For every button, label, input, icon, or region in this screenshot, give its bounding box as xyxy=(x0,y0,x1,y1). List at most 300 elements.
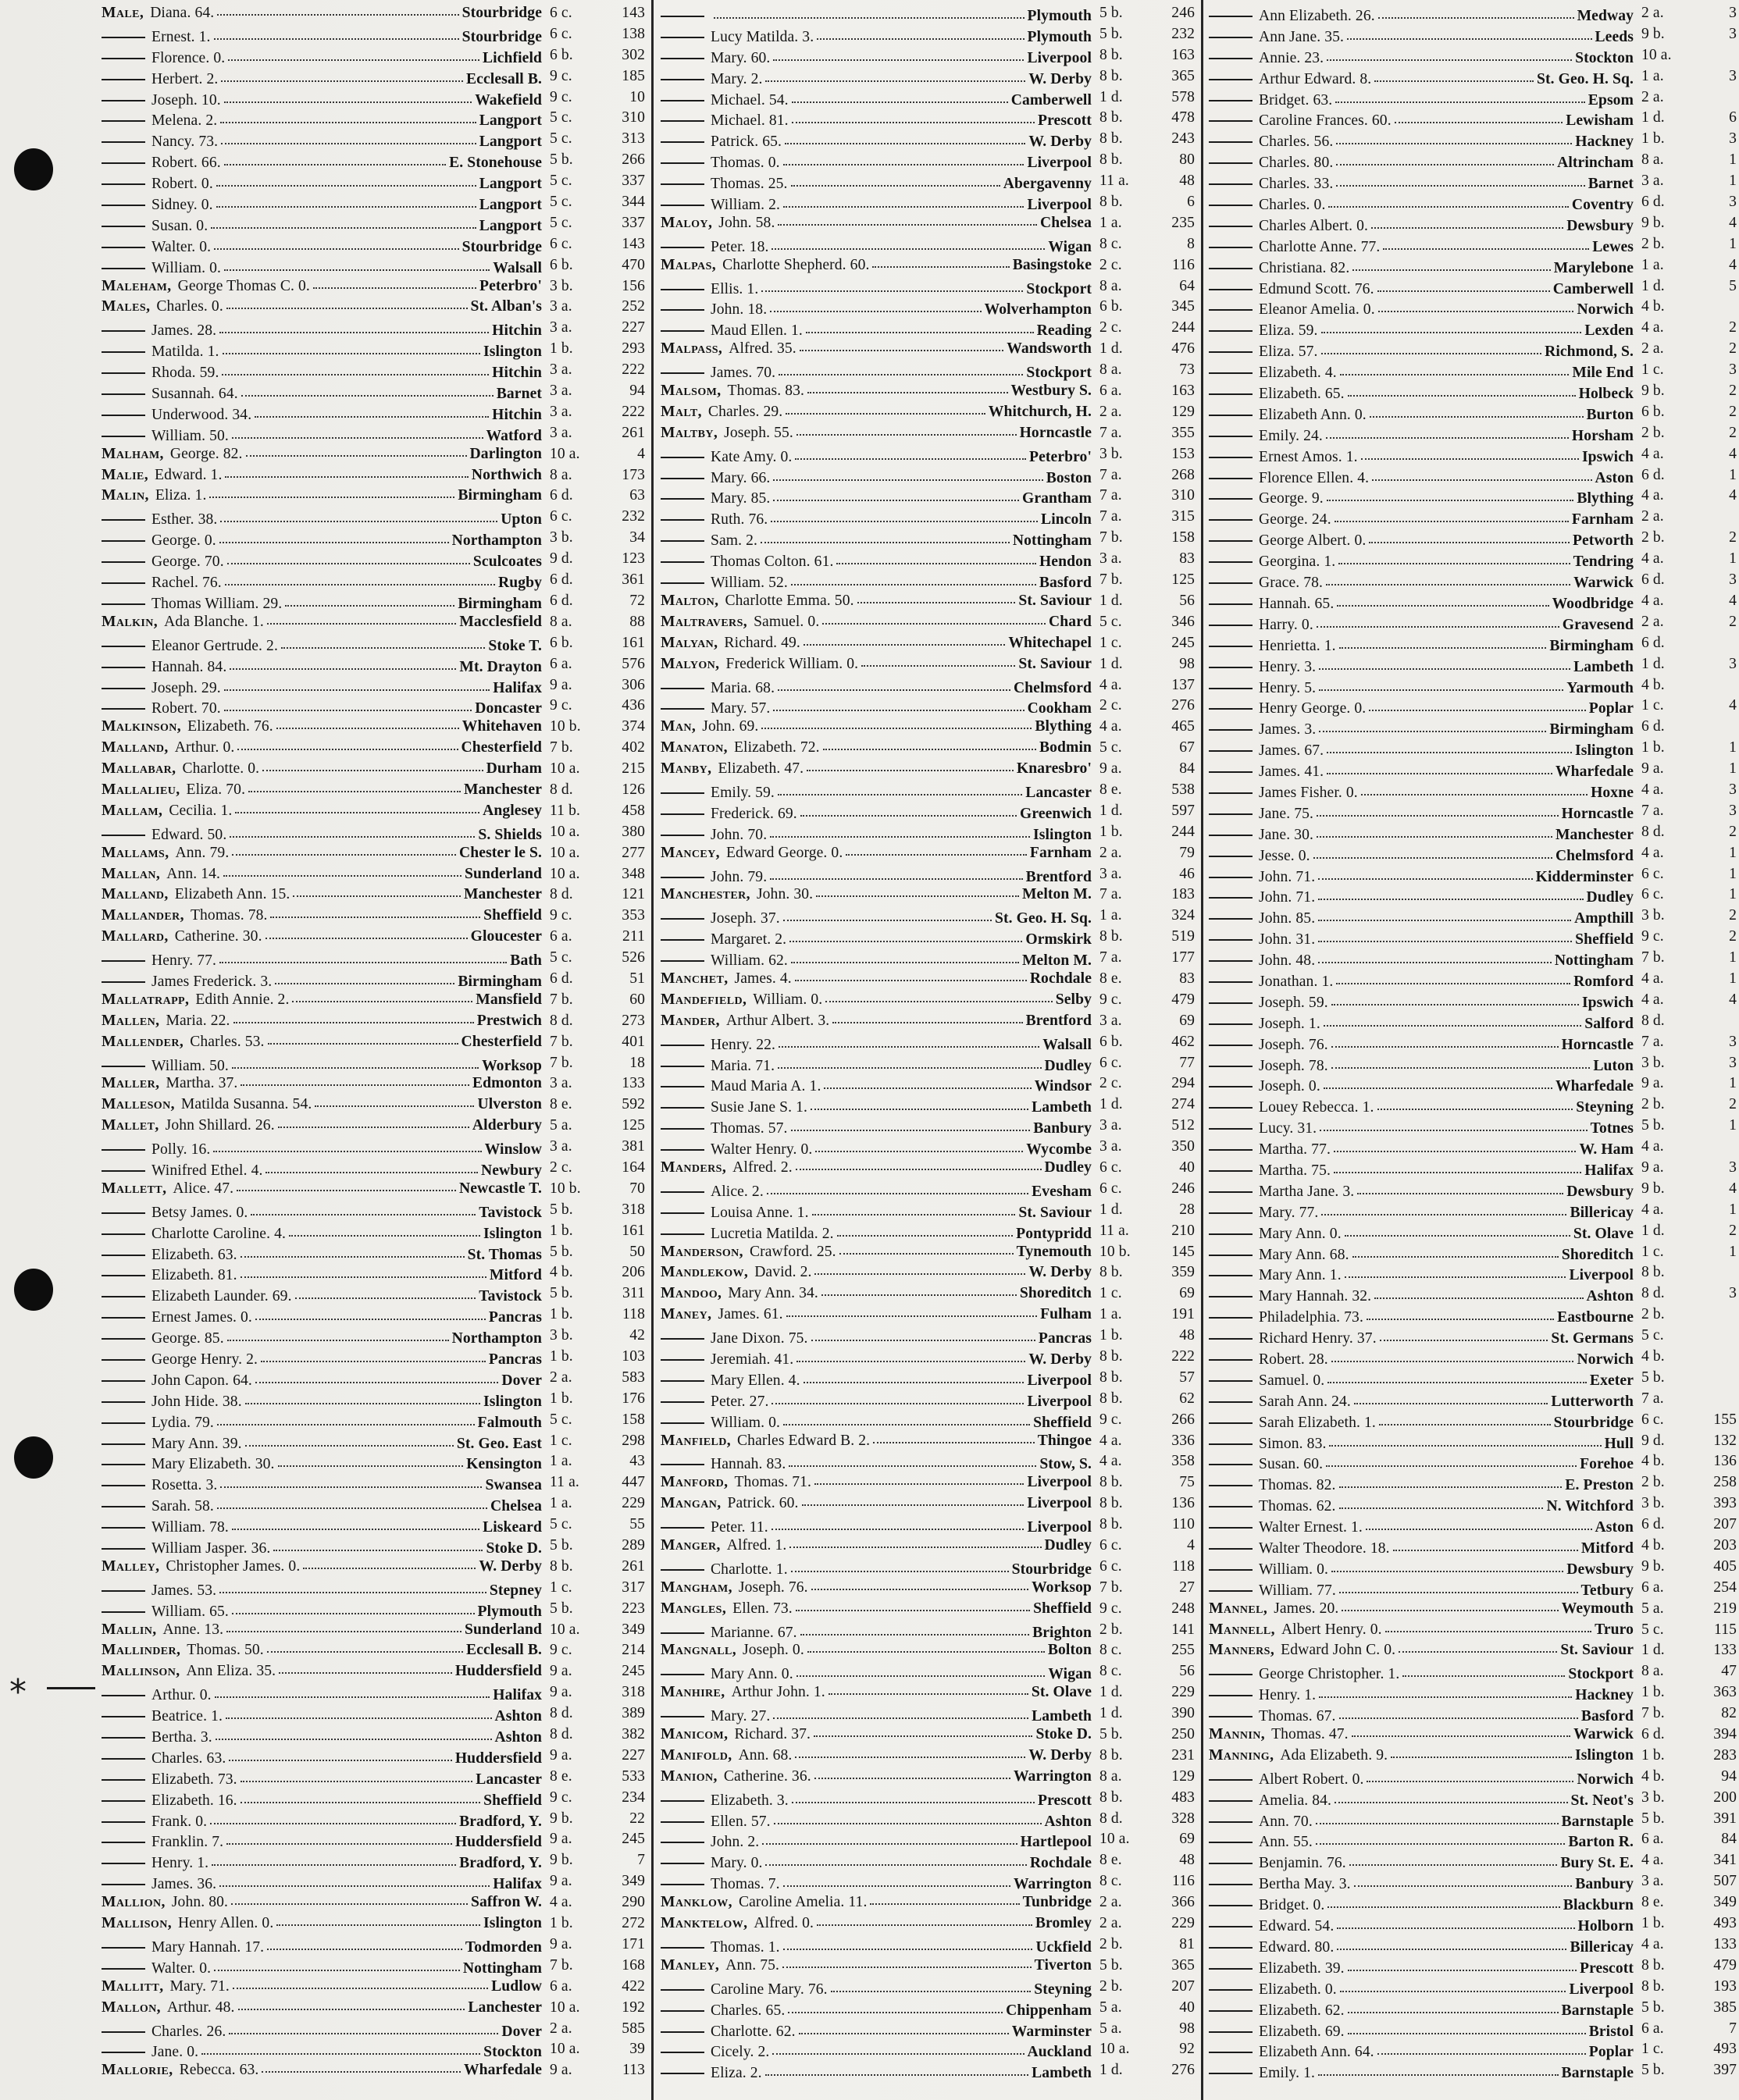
entry-district: Sunderland xyxy=(464,865,542,882)
entry-name-cell xyxy=(661,1371,1092,1392)
leader-dots xyxy=(1352,1724,1570,1737)
entry-volume: 10 a. xyxy=(550,1999,580,2016)
entry-forename-age: Lucy. 31. xyxy=(1259,1120,1317,1137)
leader-dots xyxy=(293,884,461,897)
entry-district: Cookham xyxy=(1027,700,1092,717)
ditto-dash xyxy=(102,195,145,206)
entry-district: Plymouth xyxy=(1027,8,1092,24)
entry-volume: 9 c. xyxy=(1099,991,1122,1008)
entry-name-cell xyxy=(102,843,542,864)
leader-dots xyxy=(804,1371,1025,1383)
ditto-dash xyxy=(661,573,704,584)
leader-dots xyxy=(1316,1832,1566,1845)
entry-name-cell xyxy=(1209,615,1634,636)
ditto-dash xyxy=(1209,300,1253,311)
entry-forename-age: William. 78. xyxy=(151,1519,229,1536)
entry-volume: 7 b. xyxy=(1099,571,1123,589)
leader-dots xyxy=(795,1746,1025,1758)
entry-volume: 8 d. xyxy=(1641,823,1665,840)
ditto-dash xyxy=(1209,447,1253,458)
entry-volume: 6 d. xyxy=(1641,1516,1665,1533)
entry-volume: 4 a. xyxy=(1641,991,1664,1008)
entry-name-cell xyxy=(661,1791,1092,1812)
index-entry xyxy=(1209,1871,1737,1892)
entry-name-cell xyxy=(1209,1308,1634,1329)
binder-hole xyxy=(14,1269,53,1311)
entry-name-cell xyxy=(661,1329,1092,1350)
entry-surname: Mallabar, xyxy=(102,760,176,778)
entry-district: W. Derby xyxy=(1028,133,1092,151)
leader-dots xyxy=(225,465,468,478)
entry-volume: 5 b. xyxy=(1641,1999,1665,2016)
entry-forename-age: Thomas. 57. xyxy=(711,1120,788,1137)
ditto-dash xyxy=(1209,1308,1253,1319)
entry-surname: Manchester, xyxy=(661,886,750,903)
entry-district: Stockton xyxy=(1575,49,1634,66)
entry-volume: 2 b. xyxy=(1641,1306,1665,1323)
ditto-dash xyxy=(102,1728,145,1739)
entry-forename-age: Susannah. 64. xyxy=(151,386,238,403)
entry-forename-age: Charlotte. 0. xyxy=(182,760,260,778)
entry-name-cell xyxy=(1209,636,1634,657)
index-entry xyxy=(102,1536,645,1557)
leader-dots xyxy=(789,930,1022,942)
entry-page: 1 xyxy=(1729,886,1737,903)
entry-district: Sheffield xyxy=(1033,1600,1092,1617)
leader-dots xyxy=(846,843,1027,856)
entry-surname: Manford, xyxy=(661,1474,729,1491)
entry-page: 98 xyxy=(1179,655,1195,672)
index-entry xyxy=(661,906,1195,927)
index-entry xyxy=(102,339,645,360)
entry-volume: 4 a. xyxy=(1641,445,1664,462)
entry-page: 203 xyxy=(1713,1537,1737,1554)
entry-page: 576 xyxy=(622,655,645,672)
entry-page: 465 xyxy=(1171,718,1195,735)
leader-dots xyxy=(1316,1812,1559,1824)
index-entry xyxy=(102,24,645,45)
entry-district: Pancras xyxy=(488,1309,542,1326)
ditto-dash xyxy=(102,1161,145,1172)
entry-district: Dudley xyxy=(1044,1159,1092,1176)
leader-dots xyxy=(228,48,479,61)
index-entry xyxy=(1209,108,1737,129)
entry-district: Plymouth xyxy=(477,1603,542,1620)
index-entry xyxy=(1209,444,1737,465)
entry-district: Islington xyxy=(483,1915,542,1932)
entry-volume: 2 a. xyxy=(1641,88,1664,105)
entry-volume: 1 b. xyxy=(1641,130,1665,148)
entry-district: Leeds xyxy=(1595,28,1634,45)
entry-surname: Male, xyxy=(102,5,144,21)
entry-volume: 8 b. xyxy=(1641,1956,1665,1974)
ditto-dash xyxy=(102,1812,145,1823)
ditto-dash xyxy=(1209,594,1253,605)
index-entry xyxy=(1209,192,1737,213)
entry-name-cell xyxy=(661,1304,1092,1326)
entry-district: Barnstaple xyxy=(1561,2065,1634,2082)
entry-district: Mansfield xyxy=(476,991,542,1008)
entry-district: W. Derby xyxy=(1028,1351,1092,1368)
entry-district: Ecclesall B. xyxy=(466,1642,542,1659)
entry-page: 268 xyxy=(1171,466,1195,483)
entry-district: Bath xyxy=(510,952,542,970)
entry-district: E. Preston xyxy=(1565,1477,1634,1494)
entry-district: Steyning xyxy=(1034,1981,1092,1998)
leader-dots xyxy=(276,717,459,729)
entry-forename-age: Caroline Frances. 60. xyxy=(1259,112,1392,130)
index-entry xyxy=(102,1746,645,1767)
entry-forename-age: Elizabeth. 72. xyxy=(733,739,820,756)
entry-district: Mile End xyxy=(1572,365,1634,382)
entry-district: Horsham xyxy=(1571,427,1634,444)
entry-forename-age: Maud Maria A. 1. xyxy=(711,1078,821,1095)
leader-dots xyxy=(255,1371,499,1383)
entry-volume: 2 c. xyxy=(1099,319,1122,336)
entry-page: 56 xyxy=(1179,1663,1195,1680)
entry-district: Prescott xyxy=(1038,112,1092,130)
entry-page: 283 xyxy=(1713,1746,1737,1764)
entry-district: Liskeard xyxy=(483,1519,542,1536)
column-rule xyxy=(651,0,654,2100)
entry-district: Liverpool xyxy=(1027,1393,1092,1410)
leader-dots xyxy=(837,1224,1014,1237)
index-entry xyxy=(661,1514,1195,1536)
entry-district: Birmingham xyxy=(458,595,542,612)
entry-district: St. Saviour xyxy=(1018,1204,1092,1221)
leader-dots xyxy=(1337,1938,1566,1950)
leader-dots xyxy=(1324,1014,1581,1027)
entry-name-cell xyxy=(102,1032,542,1053)
entry-district: Wigan xyxy=(1048,238,1092,255)
entry-forename-age: Charlotte Anne. 77. xyxy=(1259,238,1381,255)
entry-page: 458 xyxy=(622,802,645,819)
entry-forename-age: Thomas. 7. xyxy=(711,1876,780,1893)
entry-volume: 8 d. xyxy=(550,1726,573,1743)
entry-page: 592 xyxy=(622,1096,645,1113)
index-entry xyxy=(102,1913,645,1934)
entry-page: 4 xyxy=(1729,214,1737,231)
entry-page: 1 xyxy=(1729,865,1737,882)
entry-name-cell xyxy=(1209,1980,1634,2001)
index-entry xyxy=(661,1682,1195,1703)
entry-page: 34 xyxy=(629,529,645,546)
entry-forename-age: Thomas. 82. xyxy=(1259,1477,1336,1494)
entry-volume: 6 d. xyxy=(1641,634,1665,651)
entry-page: 94 xyxy=(1721,1767,1737,1785)
entry-volume: 3 a. xyxy=(550,424,572,441)
ditto-dash xyxy=(1209,1014,1253,1025)
entry-volume: 6 c. xyxy=(550,25,572,42)
leader-dots xyxy=(226,1620,461,1632)
entry-volume: 3 a. xyxy=(1099,1117,1122,1134)
entry-name-cell xyxy=(1209,27,1634,48)
leader-dots xyxy=(289,1224,480,1237)
entry-name-cell xyxy=(1209,1560,1634,1581)
entry-district: Westbury S. xyxy=(1010,383,1092,400)
entry-volume: 4 a. xyxy=(1099,1432,1122,1449)
index-entry xyxy=(102,528,645,549)
entry-forename-age: Henry Allen. 0. xyxy=(178,1915,274,1932)
entry-page: 51 xyxy=(629,970,645,987)
entry-district: Rochdale xyxy=(1029,970,1092,987)
entry-forename-age: Walter Henry. 0. xyxy=(711,1141,813,1159)
entry-volume: 8 b. xyxy=(1641,1977,1665,1995)
leader-dots xyxy=(217,3,458,16)
entry-page: 245 xyxy=(1171,634,1195,651)
entry-volume: 1 b. xyxy=(550,1306,573,1323)
entry-volume: 7 a. xyxy=(1641,802,1664,819)
entry-forename-age: Caroline Mary. 76. xyxy=(711,1981,828,1998)
entry-district: Wigan xyxy=(1048,1666,1092,1683)
entry-volume: 3 a. xyxy=(550,1075,572,1092)
entry-page: 110 xyxy=(1172,1516,1195,1533)
entry-name-cell xyxy=(102,780,542,801)
margin-annotation: * xyxy=(9,1672,27,1712)
entry-name-cell xyxy=(102,465,542,486)
entry-forename-age: James. 70. xyxy=(711,365,776,382)
entry-forename-age: James Fisher. 0. xyxy=(1259,784,1358,801)
entry-name-cell xyxy=(661,909,1092,930)
index-entry xyxy=(1209,675,1737,696)
entry-district: Farnham xyxy=(1029,844,1092,861)
leader-dots xyxy=(792,91,1008,103)
entry-volume: 9 a. xyxy=(1099,760,1122,778)
index-entry xyxy=(661,234,1195,255)
leader-dots xyxy=(1378,300,1574,312)
index-entry xyxy=(102,507,645,528)
entry-name-cell xyxy=(1209,1329,1634,1350)
ditto-dash xyxy=(661,195,704,206)
leader-dots xyxy=(224,258,490,271)
index-entry xyxy=(1209,654,1737,675)
entry-forename-age: Martha Jane. 3. xyxy=(1259,1183,1355,1200)
index-entry xyxy=(1209,1326,1737,1347)
entry-district: Langport xyxy=(479,133,542,151)
entry-forename-age: Ann Elizabeth. 26. xyxy=(1259,8,1375,24)
entry-volume: 6 a. xyxy=(1099,383,1122,400)
index-entry xyxy=(102,87,645,109)
ditto-dash xyxy=(1209,678,1253,689)
entry-surname: Manders, xyxy=(661,1159,727,1176)
entry-forename-age: Elizabeth Ann. 64. xyxy=(1259,2044,1374,2061)
index-entry xyxy=(661,402,1195,423)
entry-page: 88 xyxy=(629,613,645,630)
entry-name-cell xyxy=(1209,804,1634,825)
entry-name-cell xyxy=(1209,1832,1634,1853)
leader-dots xyxy=(1331,1056,1591,1069)
ditto-dash xyxy=(1209,1434,1253,1445)
index-entry xyxy=(1209,1368,1737,1389)
ditto-dash xyxy=(1209,1895,1253,1906)
entry-name-cell xyxy=(661,255,1092,276)
entry-page: 72 xyxy=(629,592,645,609)
entry-page: 245 xyxy=(622,1831,645,1848)
entry-name-cell xyxy=(102,111,542,132)
entry-forename-age: Elizabeth. 73. xyxy=(151,1771,237,1788)
leader-dots xyxy=(216,174,476,187)
entry-page: 476 xyxy=(1171,340,1195,358)
leader-dots xyxy=(278,1454,464,1467)
entry-forename-age: Robert. 70. xyxy=(151,700,221,717)
index-entry xyxy=(1209,801,1737,822)
entry-volume: 5 b. xyxy=(550,1600,573,1617)
entry-district: Dewsbury xyxy=(1566,1183,1634,1200)
entry-volume: 8 d. xyxy=(1641,1012,1665,1029)
entry-page: 1 xyxy=(1729,151,1737,169)
leader-dots xyxy=(789,1536,1041,1548)
index-entry xyxy=(1209,1746,1737,1767)
entry-page: 359 xyxy=(1171,1264,1195,1281)
entry-volume: 9 c. xyxy=(550,67,572,84)
entry-name-cell xyxy=(661,1853,1092,1874)
ditto-dash xyxy=(1209,279,1253,290)
entry-surname: Mannel, xyxy=(1209,1600,1268,1617)
entry-page: 250 xyxy=(1171,1726,1195,1743)
entry-volume: 9 a. xyxy=(550,676,572,693)
entry-forename-age: John. 80. xyxy=(171,1894,229,1911)
entry-forename-age: Charles. 56. xyxy=(1259,133,1334,151)
leader-dots xyxy=(779,363,1023,376)
ditto-dash xyxy=(1209,1938,1253,1949)
entry-district: St. Thomas xyxy=(467,1246,542,1263)
entry-forename-age: Patrick. 65. xyxy=(711,133,782,151)
entry-name-cell xyxy=(1209,1640,1634,1661)
entry-page: 470 xyxy=(622,256,645,273)
entry-volume: 8 b. xyxy=(1099,1474,1123,1491)
entry-district: Bury St. E. xyxy=(1560,1855,1634,1872)
leader-dots xyxy=(232,1518,479,1530)
entry-district: Medway xyxy=(1577,8,1634,24)
index-entry xyxy=(661,1137,1195,1158)
entry-forename-age: Henrietta. 1. xyxy=(1259,637,1336,654)
entry-volume: 5 b. xyxy=(1641,1117,1665,1134)
entry-forename-age: Maud Ellen. 1. xyxy=(711,322,803,340)
entry-forename-age: Anne. 13. xyxy=(162,1621,224,1638)
entry-forename-age: Robert. 28. xyxy=(1259,1351,1328,1368)
entry-page: 3 xyxy=(1729,1033,1737,1050)
entry-volume: 3 a. xyxy=(1641,173,1664,190)
entry-volume: 4 a. xyxy=(1099,718,1122,735)
entry-page: 310 xyxy=(1171,487,1195,504)
entry-page: 6 xyxy=(1729,109,1737,126)
entry-volume: 1 d. xyxy=(1641,277,1665,294)
entry-page: 185 xyxy=(622,67,645,84)
entry-name-cell xyxy=(1209,48,1634,69)
ditto-dash xyxy=(1209,909,1253,920)
leader-dots xyxy=(224,91,472,103)
entry-name-cell xyxy=(1209,1475,1634,1497)
entry-forename-age: Arthur Albert. 3. xyxy=(725,1012,830,1029)
ditto-dash xyxy=(102,552,145,563)
entry-volume: 10 a. xyxy=(1099,1831,1130,1848)
entry-surname: Mallams, xyxy=(102,844,169,861)
entry-district: Pancras xyxy=(1038,1330,1092,1347)
entry-name-cell xyxy=(102,1203,542,1224)
ditto-dash xyxy=(102,405,145,416)
leader-dots xyxy=(774,1812,1042,1824)
leader-dots xyxy=(315,1094,474,1107)
ditto-dash xyxy=(1209,1791,1253,1802)
index-entry xyxy=(102,906,645,927)
entry-volume: 1 b. xyxy=(1099,823,1123,840)
entry-name-cell xyxy=(1209,888,1634,909)
entry-volume: 2 b. xyxy=(1099,1621,1123,1638)
ditto-dash xyxy=(102,1329,145,1340)
ditto-dash xyxy=(1209,384,1253,395)
ditto-dash xyxy=(102,1539,145,1550)
entry-forename-age: Samuel. 0. xyxy=(1259,1372,1325,1389)
index-entry xyxy=(1209,570,1737,591)
entry-volume: 9 b. xyxy=(550,1852,573,1869)
entry-page: 365 xyxy=(1171,67,1195,84)
entry-district: Steyning xyxy=(1576,1099,1634,1116)
entry-page: 3 xyxy=(1729,25,1737,42)
entry-district: Halifax xyxy=(1584,1162,1634,1179)
entry-page: 381 xyxy=(622,1138,645,1155)
ditto-dash xyxy=(661,552,704,563)
leader-dots xyxy=(1391,1746,1572,1758)
entry-volume: 2 c. xyxy=(1099,256,1122,273)
entry-volume: 7 a. xyxy=(1641,1033,1664,1050)
entry-name-cell xyxy=(1209,1685,1634,1707)
ditto-dash xyxy=(102,153,145,164)
entry-name-cell xyxy=(1209,699,1634,720)
entry-forename-age: Winifred Ethel. 4. xyxy=(151,1162,263,1179)
leader-dots xyxy=(241,1245,465,1258)
entry-forename-age: Ada Blanche. 1. xyxy=(164,613,264,630)
entry-district: Plymouth xyxy=(1027,28,1092,45)
entry-page: 8 xyxy=(1187,235,1195,252)
leader-dots xyxy=(1339,1497,1544,1509)
index-entry xyxy=(661,297,1195,318)
entry-forename-age: George. 0. xyxy=(151,532,216,550)
entry-volume: 6 c. xyxy=(1099,1537,1122,1554)
entry-page: 311 xyxy=(622,1285,645,1302)
entry-volume: 5 c. xyxy=(1641,1621,1664,1638)
entry-name-cell xyxy=(661,738,1092,759)
entry-volume: 2 a. xyxy=(1641,5,1664,21)
leader-dots xyxy=(214,1959,460,1971)
entry-volume: 4 b. xyxy=(1641,1767,1665,1785)
entry-page: 211 xyxy=(622,928,645,945)
entry-forename-age: Georgina. 1. xyxy=(1259,553,1336,571)
index-entry xyxy=(1209,759,1737,780)
entry-volume: 6 b. xyxy=(550,46,573,63)
entry-district: Bradford, Y. xyxy=(459,1855,542,1872)
leader-dots xyxy=(255,405,489,418)
ditto-dash xyxy=(102,321,145,332)
entry-district: Gloucester xyxy=(470,928,542,945)
ditto-dash xyxy=(1209,111,1253,122)
entry-page: 389 xyxy=(622,1705,645,1722)
entry-name-cell xyxy=(102,884,542,906)
leader-dots xyxy=(783,153,1025,166)
entry-district: Liverpool xyxy=(1027,1372,1092,1389)
entry-volume: 5 c. xyxy=(550,130,572,148)
entry-page: 125 xyxy=(622,1117,645,1134)
entry-page: 84 xyxy=(1179,760,1195,778)
entry-volume: 10 a. xyxy=(550,1621,580,1638)
leader-dots xyxy=(213,1140,481,1152)
index-entry xyxy=(661,465,1195,486)
leader-dots xyxy=(1317,615,1559,628)
index-entry xyxy=(1209,1347,1737,1368)
leader-dots xyxy=(261,1350,486,1362)
entry-district: Rugby xyxy=(497,575,542,592)
ditto-dash xyxy=(102,1392,145,1403)
entry-name-cell xyxy=(1209,1392,1634,1413)
